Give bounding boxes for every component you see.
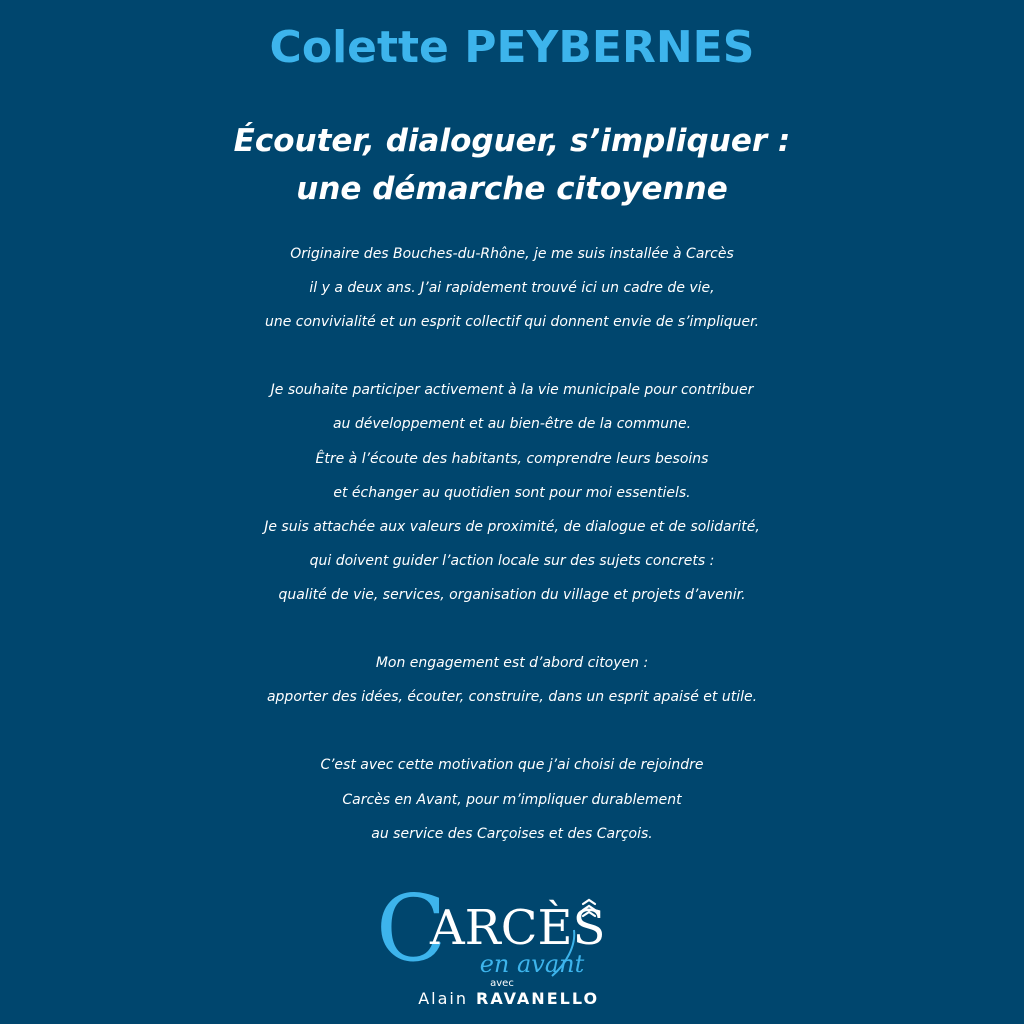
paragraph-gap [0,612,1024,646]
candidate-name: Colette PEYBERNES [269,22,755,73]
paragraph-3-line-2: apporter des idées, écouter, construire, dans un esprit apaisé et utile. [266,689,758,706]
paragraph-2-line-4: et échanger au quotidien sont pour moi essentiels. [333,484,691,501]
logo-wordmark: ARCÈS [430,900,606,956]
headline-line-2: une démarche citoyenne [296,171,728,207]
paragraph-1-line-1: Originaire des Bouches-du-Rhône, je me suis installée à Carcès [290,246,734,262]
paragraph-2-line-3: Être à l’écoute des habitants, comprendre leurs besoins [315,450,709,467]
paragraph-2-line-6: qui doivent guider l’action locale sur des sujets concrets : [309,552,715,569]
logo-initial-c: C [376,875,447,982]
paragraph-1-line-2: il y a deux ans. J’ai rapidement trouvé ici un cadre de vie, [309,280,715,297]
paragraph-1-line-3: une convivialité et un esprit collectif qui donnent envie de s’impliquer. [264,314,760,331]
logo-leader-last-name: RAVANELLO [476,989,600,1008]
paragraph-2-line-5: Je suis attachée aux valeurs de proximité, de dialogue et de solidarité, [264,518,760,535]
paragraph-4-line-3: au service des Carçoises et des Carçois. [371,825,653,842]
paragraph-gap [0,714,1024,748]
carces-en-avant-logo [362,872,662,1017]
headline-line-1: Écouter, dialoguer, s’impliquer : [233,123,791,159]
logo-script-tagline: en avant [479,950,585,978]
campaign-logo [0,872,1024,1017]
logo-leader-first-name: Alain [418,989,468,1008]
paragraph-2-line-1: Je souhaite participer activement à la vie municipale pour contribuer [270,382,754,399]
paragraph-2-line-7: qualité de vie, services, organisation du village et projets d’avenir. [278,586,746,603]
paragraph-gap [0,339,1024,373]
logo-avec: avec [490,978,514,989]
paragraph-4-line-1: C’est avec cette motivation que j’ai choisi de rejoindre [320,757,704,774]
headline [0,117,1024,213]
statement-body [0,237,1024,851]
paragraph-2-line-2: au développement et au bien-être de la commune. [332,416,692,433]
paragraph-3-line-1: Mon engagement est d’abord citoyen : [375,655,649,672]
paragraph-4-line-2: Carcès en Avant, pour m’impliquer durablement [342,791,682,808]
